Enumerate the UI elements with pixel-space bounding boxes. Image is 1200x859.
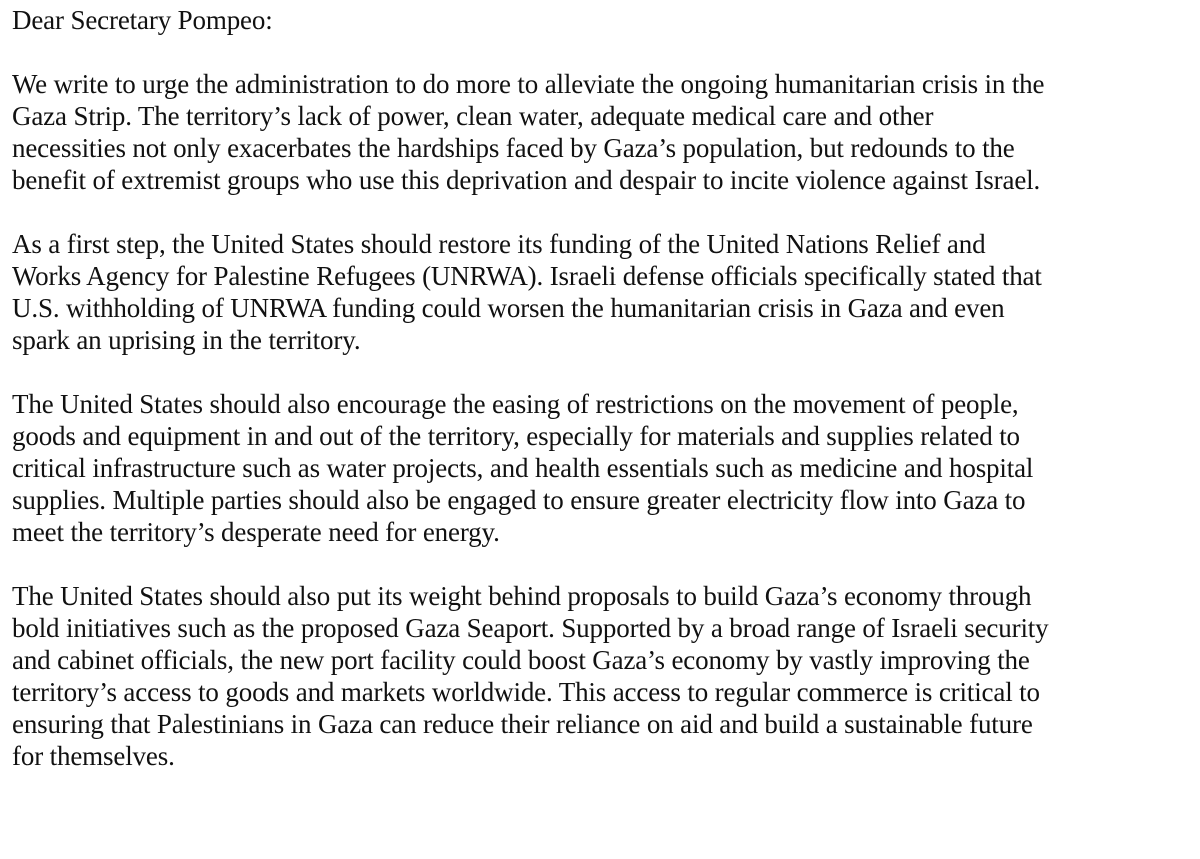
paragraph-line: and cabinet officials, the new port facility could boost Gaza’s economy by vastly improving the	[12, 645, 1030, 675]
paragraph-line: The United States should also encourage the easing of restrictions on the movement of people,	[12, 389, 1019, 419]
paragraph-line: territory’s access to goods and markets worldwide. This access to regular commerce is critical to	[12, 677, 1040, 707]
paragraph-line: critical infrastructure such as water projects, and health essentials such as medicine and hospital	[12, 453, 1034, 483]
paragraph-2	[12, 228, 1196, 356]
paragraph-line: necessities not only exacerbates the hardships faced by Gaza’s population, but redounds to the	[12, 133, 1015, 163]
paragraph-line: benefit of extremist groups who use this deprivation and despair to incite violence against Israel.	[12, 165, 1041, 195]
paragraph-line: for themselves.	[12, 741, 175, 771]
paragraph-line: Works Agency for Palestine Refugees (UNRWA). Israeli defense officials specifically stated that	[12, 261, 1042, 291]
salutation: Dear Secretary Pompeo:	[12, 5, 273, 35]
paragraph-line: As a first step, the United States should restore its funding of the United Nations Relief and	[12, 229, 986, 259]
paragraph-line: goods and equipment in and out of the territory, especially for materials and supplies related to	[12, 421, 1020, 451]
paragraph-line: U.S. withholding of UNRWA funding could worsen the humanitarian crisis in Gaza and even	[12, 293, 1005, 323]
paragraph-4	[12, 580, 1196, 772]
paragraph-line: The United States should also put its weight behind proposals to build Gaza’s economy through	[12, 581, 1032, 611]
letter-body	[12, 4, 1196, 772]
paragraph-line: We write to urge the administration to do more to alleviate the ongoing humanitarian crisis in the	[12, 69, 1045, 99]
paragraph-line: Gaza Strip. The territory’s lack of power, clean water, adequate medical care and other	[12, 101, 934, 131]
paragraph-line: supplies. Multiple parties should also be engaged to ensure greater electricity flow into Gaza to	[12, 485, 1026, 515]
paragraph-1	[12, 68, 1196, 196]
paragraph-line: spark an uprising in the territory.	[12, 325, 361, 355]
paragraph-line: meet the territory’s desperate need for energy.	[12, 517, 500, 547]
paragraph-line: bold initiatives such as the proposed Gaza Seaport. Supported by a broad range of Israeli security	[12, 613, 1049, 643]
paragraph-3	[12, 388, 1196, 548]
paragraph-line: ensuring that Palestinians in Gaza can reduce their reliance on aid and build a sustainable future	[12, 709, 1033, 739]
